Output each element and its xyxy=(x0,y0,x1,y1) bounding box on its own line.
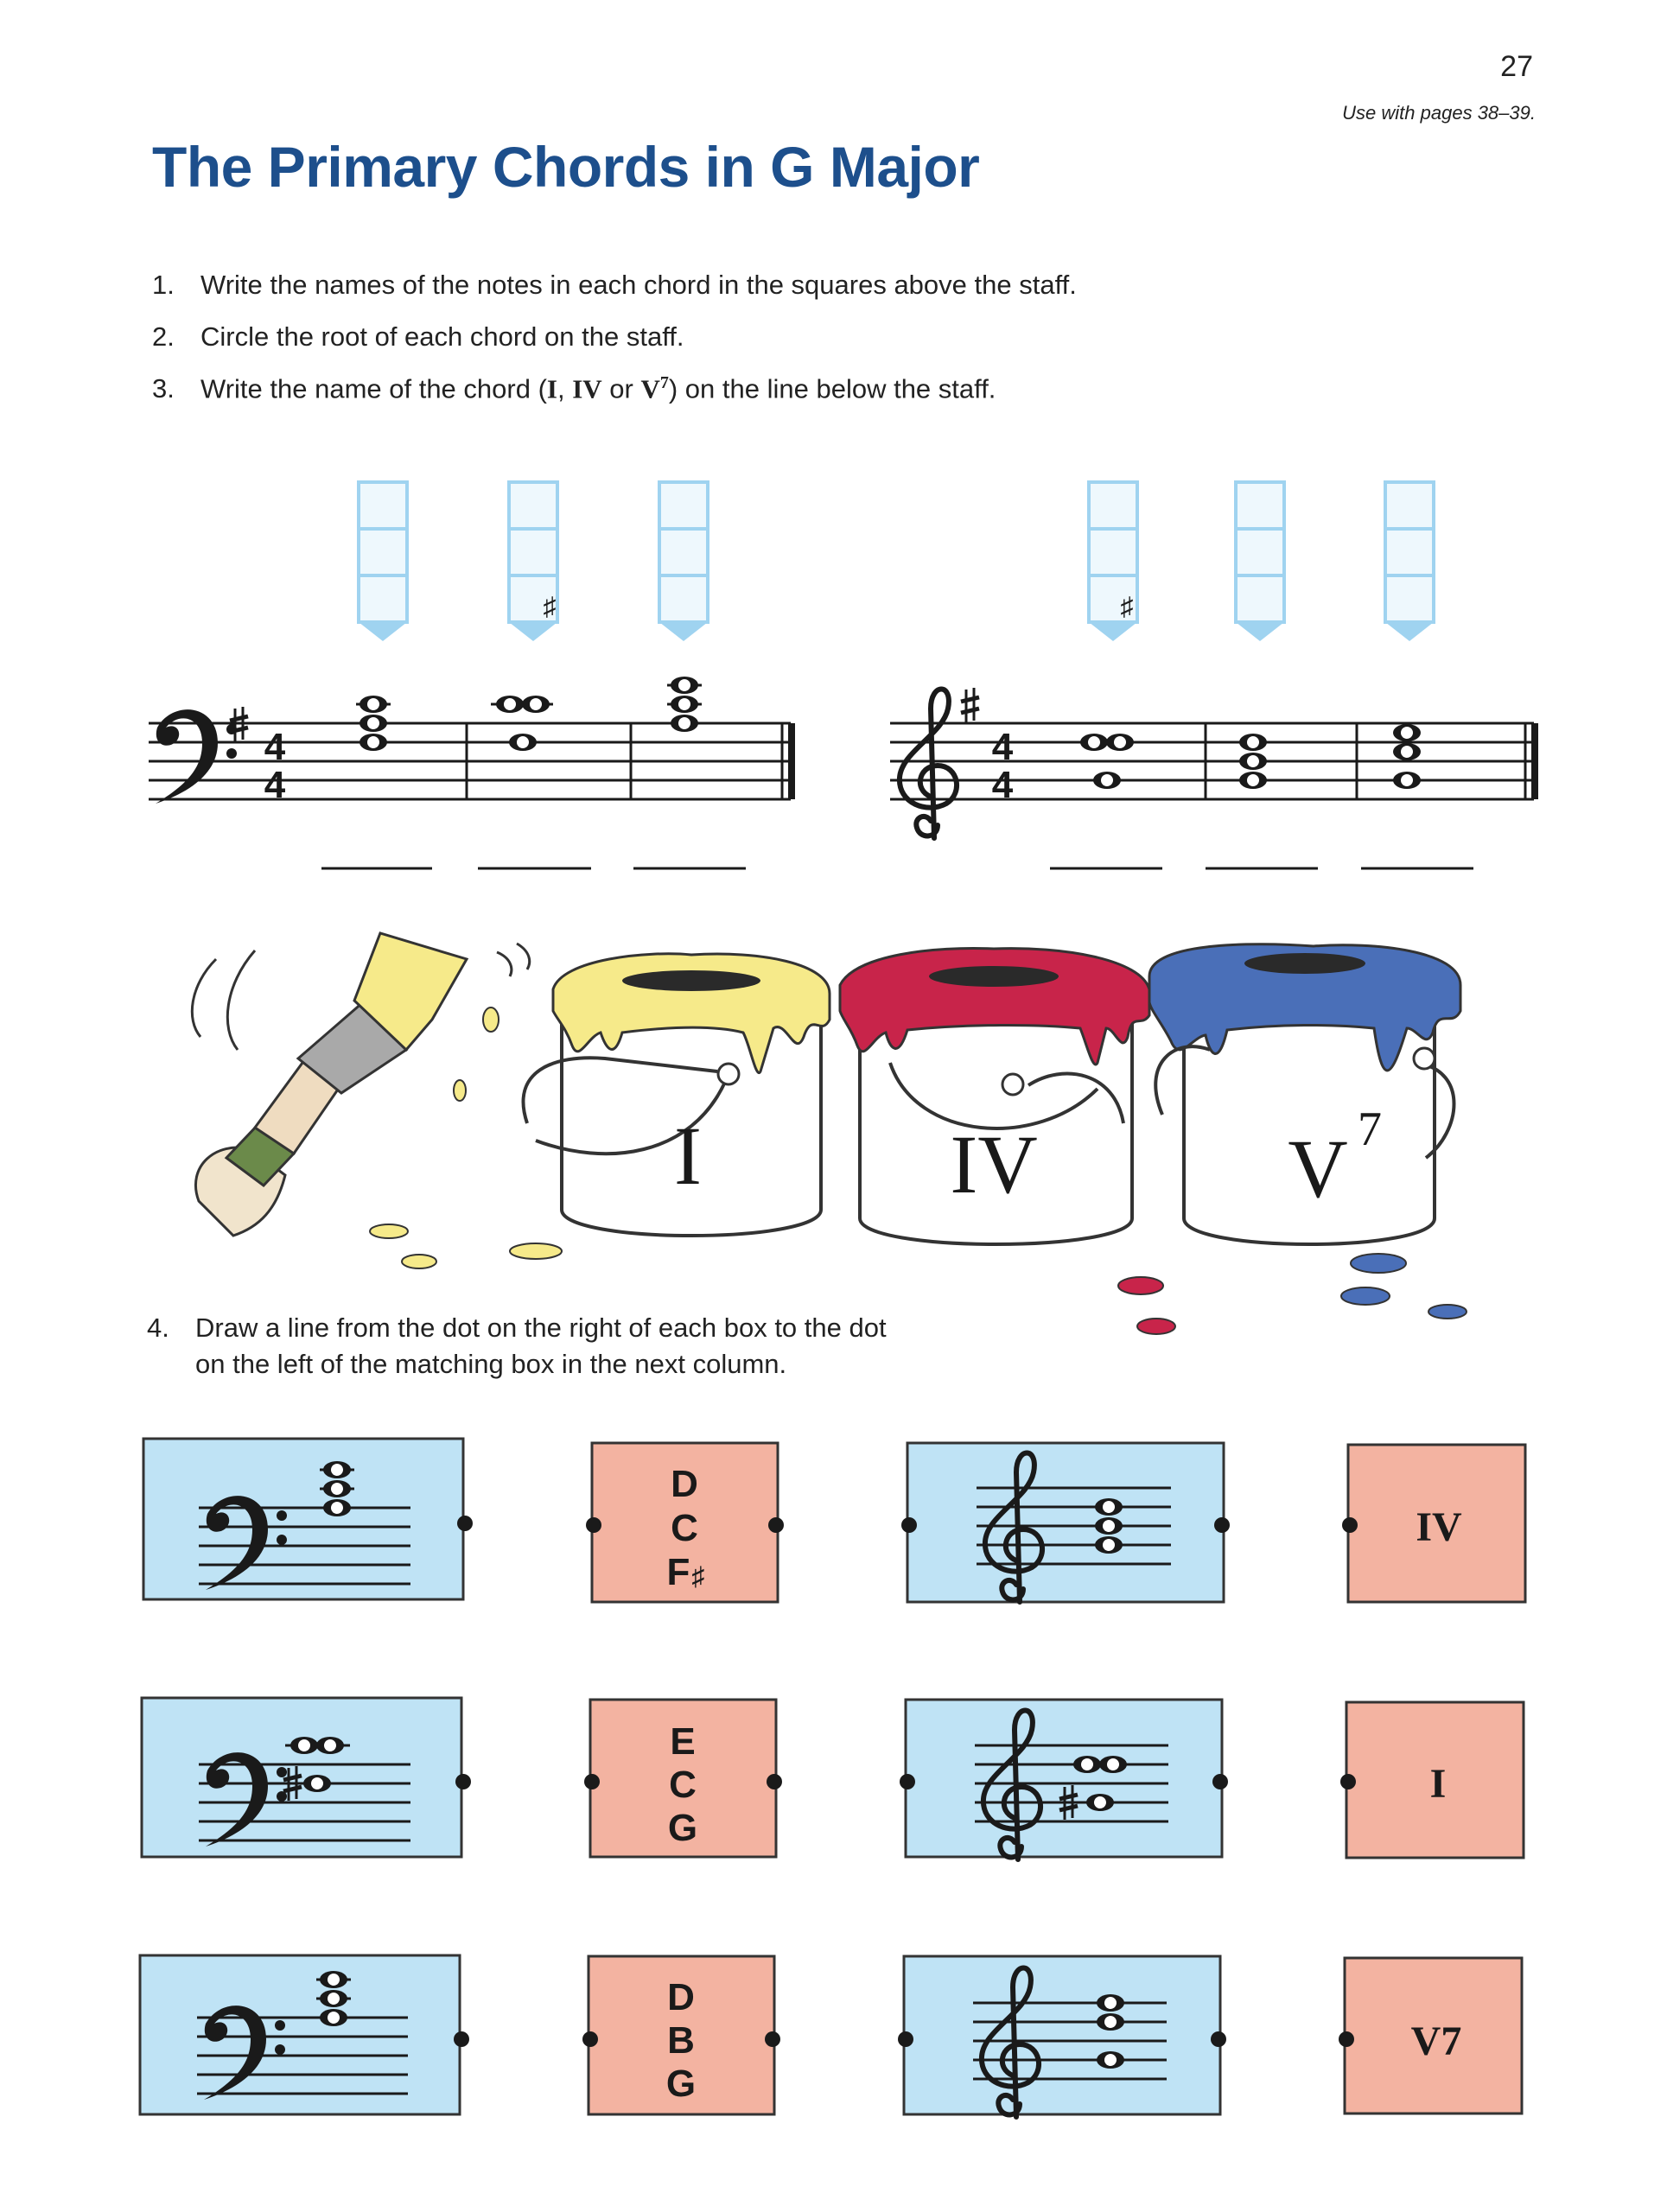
treble-chord-card[interactable] xyxy=(907,1443,1224,1602)
note-name: B xyxy=(667,2019,695,2062)
chord-V7-label: V xyxy=(640,373,660,404)
chord-name: IV xyxy=(1416,1504,1462,1550)
answer-box[interactable] xyxy=(1236,482,1284,641)
instruction-text: on the left of the matching box in the next column. xyxy=(195,1349,787,1379)
sharp-hint: ♯ xyxy=(1120,593,1134,621)
chord-V7-superscript: 7 xyxy=(659,373,669,392)
page-reference: Use with pages 38–39. xyxy=(1342,102,1536,124)
connect-dot[interactable] xyxy=(767,1774,782,1789)
paint-drop-icon xyxy=(454,1080,466,1101)
bass-staff xyxy=(149,723,792,799)
instruction-text-part: or xyxy=(601,373,641,404)
chord-name: V7 xyxy=(1410,2018,1462,2064)
note-name: E xyxy=(670,1720,696,1763)
paint-splat-icon xyxy=(1118,1277,1163,1294)
instruction-text: Write the names of the notes in each chord in the squares above the staff. xyxy=(200,270,1077,300)
treble-chord-card[interactable] xyxy=(904,1956,1220,2114)
chord-name: I xyxy=(1429,1761,1447,1807)
bass-chord-1[interactable] xyxy=(356,696,391,751)
paint-splat-icon xyxy=(1428,1305,1467,1319)
connect-dot[interactable] xyxy=(1339,2031,1354,2047)
connect-dot[interactable] xyxy=(900,1774,915,1789)
instruction-number: 3. xyxy=(152,373,175,404)
paint-splat-icon xyxy=(370,1224,408,1238)
paint-drop-icon xyxy=(483,1007,499,1032)
answer-boxes-treble[interactable] xyxy=(1089,482,1434,641)
page-title: The Primary Chords in G Major xyxy=(152,135,980,199)
connect-dot[interactable] xyxy=(1340,1774,1356,1789)
note-sharp: ♯ xyxy=(691,1562,705,1591)
paint-splat-icon xyxy=(510,1243,562,1259)
connect-dot[interactable] xyxy=(765,2031,780,2047)
match-row-3 xyxy=(140,1955,1522,2117)
connect-dot[interactable] xyxy=(586,1517,601,1533)
connect-dot[interactable] xyxy=(584,1774,600,1789)
answer-box[interactable] xyxy=(659,482,708,641)
connect-dot[interactable] xyxy=(455,1774,471,1789)
connect-dot[interactable] xyxy=(454,2031,469,2047)
match-row-1 xyxy=(143,1439,1525,1602)
key-signature-sharp-icon xyxy=(961,688,979,722)
motion-line-icon xyxy=(227,950,255,1050)
paint-splat-icon xyxy=(402,1255,436,1268)
time-signature-bottom: 4 xyxy=(991,764,1014,806)
chord-IV-label: IV xyxy=(572,373,602,404)
sharp-hint: ♯ xyxy=(543,593,557,621)
can-label-V: V xyxy=(1288,1122,1348,1215)
can-label-I: I xyxy=(674,1109,702,1202)
time-signature-top: 4 xyxy=(991,726,1014,768)
connect-dot[interactable] xyxy=(1214,1517,1230,1533)
connect-dot[interactable] xyxy=(898,2031,913,2047)
paint-splat-icon xyxy=(1137,1319,1175,1334)
treble-chord-3[interactable] xyxy=(1393,724,1421,789)
can-label-IV: IV xyxy=(950,1118,1038,1211)
answer-box[interactable] xyxy=(359,482,407,641)
note-name: C xyxy=(669,1764,697,1806)
instruction-number: 4. xyxy=(147,1313,169,1343)
note-name: G xyxy=(665,2063,697,2105)
instruction-number: 1. xyxy=(152,270,175,300)
note-name: G xyxy=(667,1807,698,1849)
note-name: F xyxy=(666,1551,690,1593)
connect-dot[interactable] xyxy=(1212,1774,1228,1789)
connect-dot[interactable] xyxy=(768,1517,784,1533)
connect-dot[interactable] xyxy=(1342,1517,1358,1533)
treble-chord-card[interactable] xyxy=(906,1700,1222,1857)
time-signature-bottom: 4 xyxy=(264,764,286,806)
connect-dot[interactable] xyxy=(901,1517,917,1533)
connect-dot[interactable] xyxy=(1211,2031,1226,2047)
instruction-text-part: Write the name of the chord ( xyxy=(200,373,547,404)
instruction-text: Draw a line from the dot on the right of each box to the dot xyxy=(195,1313,887,1343)
paint-splat-icon xyxy=(1341,1287,1390,1305)
paint-illustration xyxy=(192,933,1467,1334)
answer-boxes-bass[interactable] xyxy=(359,482,708,641)
treble-chord-2[interactable] xyxy=(1239,734,1267,789)
instruction-text-part: ) on the line below the staff. xyxy=(668,373,996,404)
connect-dot[interactable] xyxy=(582,2031,598,2047)
motion-line-icon xyxy=(192,959,216,1037)
instruction-number: 2. xyxy=(152,321,175,352)
answer-box[interactable] xyxy=(1385,482,1434,641)
instruction-4 xyxy=(147,1310,887,1382)
match-row-2 xyxy=(142,1698,1524,1859)
connect-dot[interactable] xyxy=(457,1516,473,1531)
paint-splat-icon xyxy=(1351,1254,1406,1273)
note-name: D xyxy=(671,1463,698,1505)
bass-chord-card[interactable] xyxy=(140,1955,460,2114)
treble-clef-icon xyxy=(900,690,957,839)
time-signature-top: 4 xyxy=(264,726,286,768)
instruction-text-part: , xyxy=(557,373,573,404)
bass-chord-card[interactable] xyxy=(143,1439,463,1599)
chord-I-label: I xyxy=(546,373,557,404)
instruction-text: Circle the root of each chord on the staff. xyxy=(200,321,684,352)
note-name: C xyxy=(671,1507,698,1549)
treble-staff xyxy=(890,723,1535,799)
note-name: D xyxy=(667,1976,695,2018)
can-label-7: 7 xyxy=(1358,1103,1382,1156)
page-number: 27 xyxy=(1500,50,1533,83)
bass-chord-3[interactable] xyxy=(667,677,702,732)
